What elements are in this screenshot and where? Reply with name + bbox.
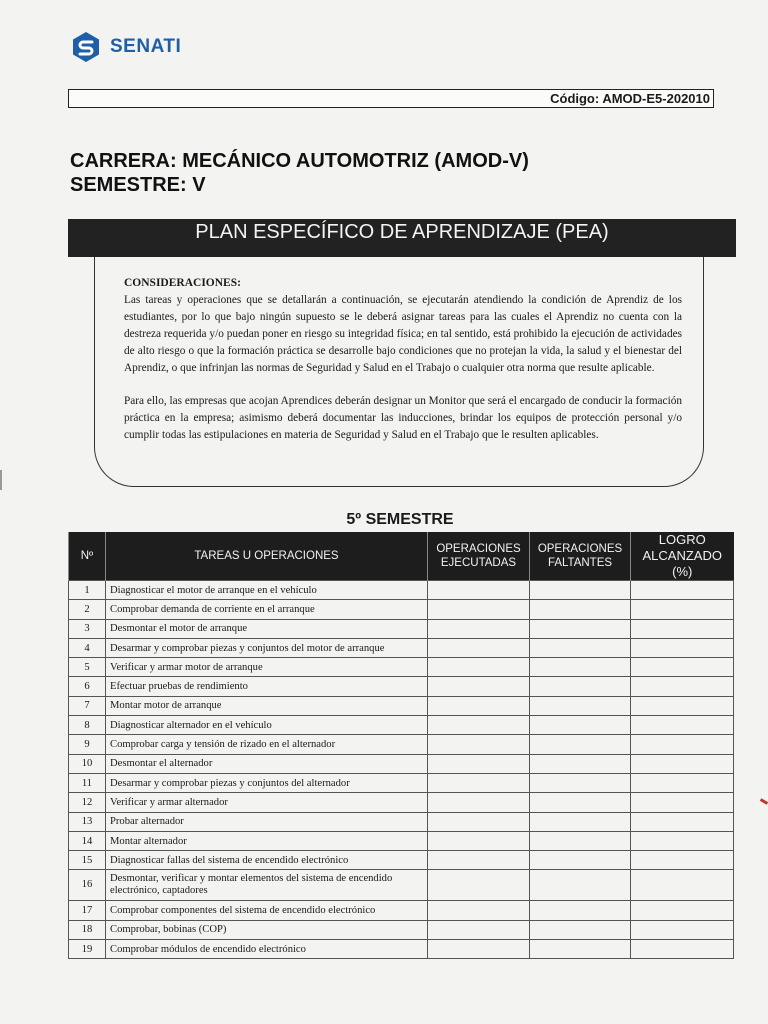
row-achievement-cell[interactable] xyxy=(631,773,734,792)
table-row xyxy=(69,940,734,959)
section-title: 5º SEMESTRE xyxy=(346,511,454,528)
row-pending-cell[interactable] xyxy=(530,793,631,812)
table-row xyxy=(69,600,734,619)
row-achievement-cell[interactable] xyxy=(631,831,734,850)
row-executed-cell[interactable] xyxy=(428,793,530,812)
row-task: Diagnosticar el motor de arranque en el vehículo xyxy=(106,581,428,600)
row-executed-cell[interactable] xyxy=(428,940,530,959)
row-achievement-cell[interactable] xyxy=(631,716,734,735)
row-executed-cell[interactable] xyxy=(428,638,530,657)
header-tasks: TAREAS U OPERACIONES xyxy=(106,532,428,581)
row-executed-cell[interactable] xyxy=(428,831,530,850)
considerations-paragraph-2: Para ello, las empresas que acojan Aprendices deberán designar un Monitor que será el encargado de conducir la formación práctica en la empresa; asimismo deberá documentar las inducciones, brindar los equipos de protección personal y/o cumplir todas las estipulaciones en materia de Seguridad y Salud en el Trabajo que le resulten aplicables. xyxy=(124,395,682,441)
row-number: 15 xyxy=(69,851,106,870)
table-row xyxy=(69,677,734,696)
table-body xyxy=(69,581,734,959)
row-number: 2 xyxy=(69,600,106,619)
senati-logo-icon xyxy=(70,31,102,63)
row-pending-cell[interactable] xyxy=(530,920,631,939)
row-executed-cell[interactable] xyxy=(428,619,530,638)
row-number: 17 xyxy=(69,901,106,920)
table-row xyxy=(69,870,734,901)
row-task: Verificar y armar alternador xyxy=(106,793,428,812)
row-achievement-cell[interactable] xyxy=(631,619,734,638)
row-achievement-cell[interactable] xyxy=(631,735,734,754)
scan-red-mark xyxy=(760,798,768,805)
row-pending-cell[interactable] xyxy=(530,658,631,677)
row-executed-cell[interactable] xyxy=(428,851,530,870)
row-executed-cell[interactable] xyxy=(428,754,530,773)
row-achievement-cell[interactable] xyxy=(631,870,734,901)
row-achievement-cell[interactable] xyxy=(631,901,734,920)
row-achievement-cell[interactable] xyxy=(631,812,734,831)
row-task: Montar motor de arranque xyxy=(106,696,428,715)
table-row xyxy=(69,901,734,920)
table-row xyxy=(69,638,734,657)
scan-margin-mark xyxy=(0,470,2,490)
row-number: 4 xyxy=(69,638,106,657)
document-code: Código: AMOD-E5-202010 xyxy=(550,91,710,106)
row-pending-cell[interactable] xyxy=(530,754,631,773)
row-number: 8 xyxy=(69,716,106,735)
row-achievement-cell[interactable] xyxy=(631,851,734,870)
row-task: Diagnosticar fallas del sistema de encendido electrónico xyxy=(106,851,428,870)
header-pending: OPERACIONES FALTANTES xyxy=(530,532,631,581)
document-code-box xyxy=(68,89,714,108)
table-row xyxy=(69,920,734,939)
table-row xyxy=(69,658,734,677)
row-number: 18 xyxy=(69,920,106,939)
row-task: Verificar y armar motor de arranque xyxy=(106,658,428,677)
row-number: 7 xyxy=(69,696,106,715)
row-task: Efectuar pruebas de rendimiento xyxy=(106,677,428,696)
row-number: 13 xyxy=(69,812,106,831)
row-executed-cell[interactable] xyxy=(428,901,530,920)
table-header-row xyxy=(69,532,734,581)
header-executed: OPERACIONES EJECUTADAS xyxy=(428,532,530,581)
row-executed-cell[interactable] xyxy=(428,812,530,831)
row-pending-cell[interactable] xyxy=(530,870,631,901)
header-achievement: LOGRO ALCANZADO (%) xyxy=(631,532,734,581)
semester-title: SEMESTRE: V xyxy=(70,174,206,196)
row-executed-cell[interactable] xyxy=(428,773,530,792)
considerations-heading: CONSIDERACIONES: xyxy=(124,277,241,289)
row-pending-cell[interactable] xyxy=(530,735,631,754)
table-row xyxy=(69,716,734,735)
row-achievement-cell[interactable] xyxy=(631,600,734,619)
row-number: 16 xyxy=(69,870,106,901)
row-pending-cell[interactable] xyxy=(530,773,631,792)
row-executed-cell[interactable] xyxy=(428,581,530,600)
row-executed-cell[interactable] xyxy=(428,735,530,754)
row-pending-cell[interactable] xyxy=(530,901,631,920)
table-row xyxy=(69,581,734,600)
row-pending-cell[interactable] xyxy=(530,619,631,638)
row-number: 19 xyxy=(69,940,106,959)
table-row xyxy=(69,812,734,831)
row-number: 6 xyxy=(69,677,106,696)
row-number: 3 xyxy=(69,619,106,638)
row-achievement-cell[interactable] xyxy=(631,696,734,715)
row-number: 5 xyxy=(69,658,106,677)
senati-logo xyxy=(70,30,181,64)
row-achievement-cell[interactable] xyxy=(631,793,734,812)
row-achievement-cell[interactable] xyxy=(631,940,734,959)
row-pending-cell[interactable] xyxy=(530,600,631,619)
row-task: Desmontar el motor de arranque xyxy=(106,619,428,638)
row-task: Comprobar carga y tensión de rizado en el alternador xyxy=(106,735,428,754)
row-achievement-cell[interactable] xyxy=(631,638,734,657)
row-task: Diagnosticar alternador en el vehículo xyxy=(106,716,428,735)
row-executed-cell[interactable] xyxy=(428,696,530,715)
header-num: Nº xyxy=(69,532,106,581)
row-number: 9 xyxy=(69,735,106,754)
row-number: 1 xyxy=(69,581,106,600)
row-executed-cell[interactable] xyxy=(428,870,530,901)
row-achievement-cell[interactable] xyxy=(631,920,734,939)
table-row xyxy=(69,831,734,850)
table-row xyxy=(69,619,734,638)
row-executed-cell[interactable] xyxy=(428,658,530,677)
row-number: 10 xyxy=(69,754,106,773)
table-row xyxy=(69,754,734,773)
row-task: Probar alternador xyxy=(106,812,428,831)
row-task: Comprobar demanda de corriente en el arranque xyxy=(106,600,428,619)
row-task: Comprobar módulos de encendido electrónico xyxy=(106,940,428,959)
row-task: Desarmar y comprobar piezas y conjuntos del alternador xyxy=(106,773,428,792)
row-number: 14 xyxy=(69,831,106,850)
pea-banner xyxy=(68,219,736,257)
row-task: Desmontar el alternador xyxy=(106,754,428,773)
row-achievement-cell[interactable] xyxy=(631,581,734,600)
considerations-section xyxy=(124,275,682,460)
logo-text: SENATI xyxy=(110,36,182,57)
row-number: 12 xyxy=(69,793,106,812)
table-row xyxy=(69,851,734,870)
row-pending-cell[interactable] xyxy=(530,812,631,831)
row-achievement-cell[interactable] xyxy=(631,677,734,696)
row-pending-cell[interactable] xyxy=(530,638,631,657)
row-task: Comprobar, bobinas (COP) xyxy=(106,920,428,939)
row-pending-cell[interactable] xyxy=(530,831,631,850)
row-achievement-cell[interactable] xyxy=(631,754,734,773)
row-task: Montar alternador xyxy=(106,831,428,850)
career-title: CARRERA: MECÁNICO AUTOMOTRIZ (AMOD-V) xyxy=(70,150,529,172)
row-number: 11 xyxy=(69,773,106,792)
table-row xyxy=(69,793,734,812)
considerations-paragraph-1: Las tareas y operaciones que se detallarán a continuación, se ejecutarán atendiendo la condición de Aprendiz de los estudiantes, por lo que bajo ningún supuesto se le deberá asignar tareas para las cuales el Aprendiz no cuenta con la destreza requerida y/o puedan poner en riesgo su integridad física; en tal sentido, está prohibido la ejecución de actividades de alto riesgo o que la formación práctica se desarrolle bajo condiciones que no protejan la vida, la salud y el bienestar del Aprendiz, o que infrinjan las normas de Seguridad y Salud en el Trabajo o cualquier otra norma que resulte aplicable. xyxy=(124,294,682,374)
row-pending-cell[interactable] xyxy=(530,716,631,735)
row-executed-cell[interactable] xyxy=(428,716,530,735)
row-pending-cell[interactable] xyxy=(530,851,631,870)
row-pending-cell[interactable] xyxy=(530,677,631,696)
row-achievement-cell[interactable] xyxy=(631,658,734,677)
row-task: Comprobar componentes del sistema de encendido electrónico xyxy=(106,901,428,920)
table-row xyxy=(69,696,734,715)
tasks-table xyxy=(68,532,734,959)
table-row xyxy=(69,773,734,792)
table-row xyxy=(69,735,734,754)
row-executed-cell[interactable] xyxy=(428,600,530,619)
row-executed-cell[interactable] xyxy=(428,920,530,939)
row-pending-cell[interactable] xyxy=(530,581,631,600)
row-pending-cell[interactable] xyxy=(530,940,631,959)
row-pending-cell[interactable] xyxy=(530,696,631,715)
pea-title: PLAN ESPECÍFICO DE APRENDIZAJE (PEA) xyxy=(195,221,609,243)
row-task: Desarmar y comprobar piezas y conjuntos del motor de arranque xyxy=(106,638,428,657)
row-executed-cell[interactable] xyxy=(428,677,530,696)
row-task: Desmontar, verificar y montar elementos del sistema de encendido electrónico, captadores xyxy=(106,870,428,901)
